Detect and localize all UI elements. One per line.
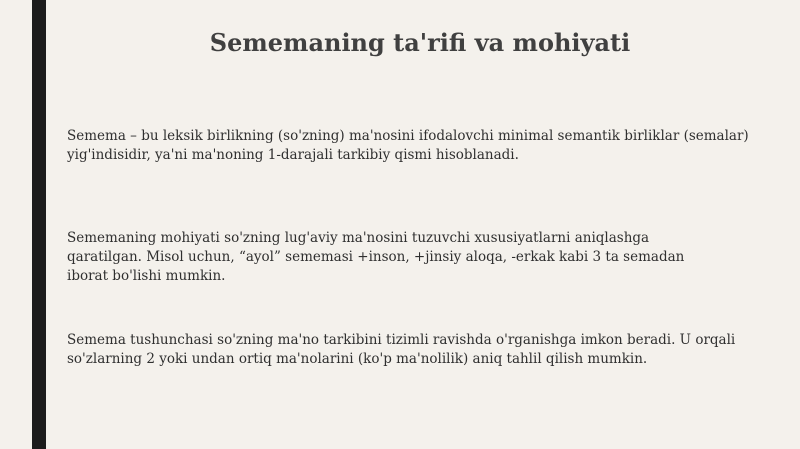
slide-title: Sememaning ta'rifi va mohiyati (209, 28, 631, 57)
paragraph-concept: Semema tushunchasi so'zning ma'no tarkibini tizimli ravishda o'rganishga imkon beradi. U orqali so'zlarning 2 yoki undan ortiq ma'nolarini (ko'p ma'nolilik) aniq tahlil qilish mumkin. (67, 332, 736, 367)
paragraph-definition: Semema – bu leksik birlikning (so'zning) ma'nosini ifodalovchi minimal semantik birliklar (semalar) yig'indisidir, ya'ni ma'noning 1-darajali tarkibiy qismi hisoblanadi. (67, 128, 749, 163)
paragraph-essence: Sememaning mohiyati so'zning lug'aviy ma'nosini tuzuvchi xususiyatlarni aniqlashga qaratilgan. Misol uchun, “ayol” sememasi +inson, +jinsiy aloqa, -erkak kabi 3 ta semadan iborat bo'lishi mumkin. (67, 230, 685, 284)
accent-bar (32, 0, 46, 449)
